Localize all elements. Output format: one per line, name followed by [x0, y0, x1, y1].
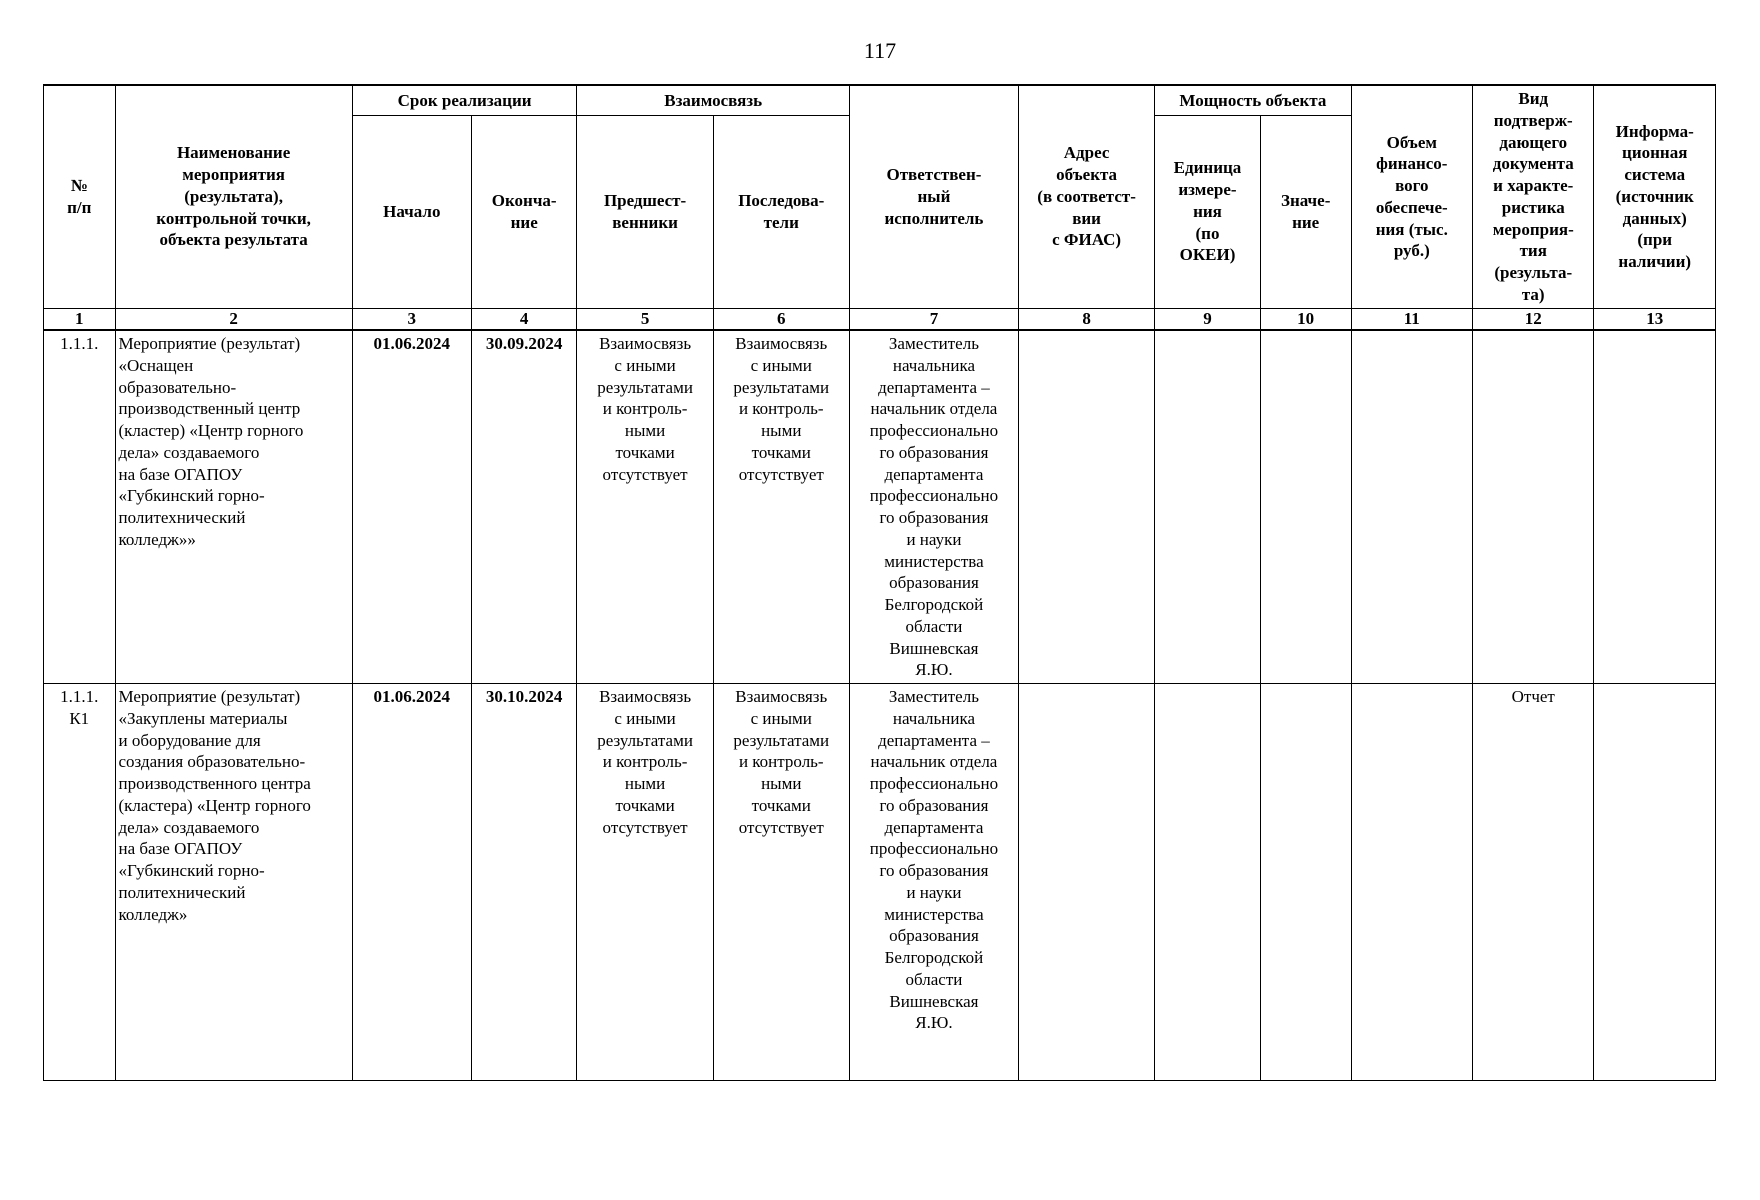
column-number: 13: [1594, 308, 1716, 330]
header-value: Значе- ние: [1260, 115, 1351, 308]
column-number: 9: [1155, 308, 1261, 330]
column-number: 5: [577, 308, 713, 330]
header-address: Адрес объекта (в соответст- вии с ФИАС): [1019, 85, 1155, 308]
unit-cell: [1155, 684, 1261, 1081]
header-capacity-group: Мощность объекта: [1155, 85, 1351, 115]
row-number: 1.1.1. К1: [44, 684, 116, 1081]
successors-cell: Взаимосвязь с иными результатами и контроль- ными точками отсутствует: [713, 330, 849, 684]
column-number: 1: [44, 308, 116, 330]
address-cell: [1019, 684, 1155, 1081]
start-date: 01.06.2024: [352, 684, 471, 1081]
header-num: № п/п: [44, 85, 116, 308]
doc-type-cell: [1473, 330, 1594, 684]
address-cell: [1019, 330, 1155, 684]
doc-type-cell: Отчет: [1473, 684, 1594, 1081]
info-system-cell: [1594, 684, 1716, 1081]
header-executor: Ответствен- ный исполнитель: [849, 85, 1018, 308]
table-row: [44, 330, 1716, 684]
funding-cell: [1351, 684, 1472, 1081]
column-number: 11: [1351, 308, 1472, 330]
header-end: Оконча- ние: [471, 115, 577, 308]
executor-cell: Заместитель начальника департамента – начальник отдела профессионально го образования департамента профессионально го образования и науки министерства образования Белгородской области Вишневская Я.Ю.: [849, 330, 1018, 684]
column-number: 8: [1019, 308, 1155, 330]
predecessors-cell: Взаимосвязь с иными результатами и контроль- ными точками отсутствует: [577, 684, 713, 1081]
activity-name: Мероприятие (результат) «Закуплены материалы и оборудование для создания образовательно- производственного центра (кластера) «Центр горного дела» создаваемого на базе ОГАПОУ «Губкинский горно- политехнический колледж»: [115, 684, 352, 1081]
header-info-system: Информа- ционная система (источник данных) (при наличии): [1594, 85, 1716, 308]
executor-cell: Заместитель начальника департамента – начальник отдела профессионально го образования департамента профессионально го образования и науки министерства образования Белгородской области Вишневская Я.Ю.: [849, 684, 1018, 1081]
column-number: 3: [352, 308, 471, 330]
header-doc-type: Вид подтверж- дающего документа и характе- ристика мероприя- тия (результа- та): [1473, 85, 1594, 308]
start-date: 01.06.2024: [352, 330, 471, 684]
header-start: Начало: [352, 115, 471, 308]
successors-cell: Взаимосвязь с иными результатами и контроль- ными точками отсутствует: [713, 684, 849, 1081]
header-name: Наименование мероприятия (результата), контрольной точки, объекта результата: [115, 85, 352, 308]
header-period-group: Срок реализации: [352, 85, 577, 115]
page-number: 117: [863, 38, 897, 63]
end-date: 30.09.2024: [471, 330, 577, 684]
unit-cell: [1155, 330, 1261, 684]
column-number: 7: [849, 308, 1018, 330]
column-number: 2: [115, 308, 352, 330]
column-number: 6: [713, 308, 849, 330]
value-cell: [1260, 330, 1351, 684]
header-unit: Единица измере- ния (по ОКЕИ): [1155, 115, 1261, 308]
value-cell: [1260, 684, 1351, 1081]
activity-name: Мероприятие (результат) «Оснащен образовательно- производственный центр (кластер) «Центр горного дела» создаваемого на базе ОГАПОУ «Губкинский горно- политехнический колледж»»: [115, 330, 352, 684]
plan-table: [43, 84, 1716, 1081]
column-number-row: [44, 308, 1716, 330]
table-row: [44, 684, 1716, 1081]
header-predecessors: Предшест- венники: [577, 115, 713, 308]
header-relation-group: Взаимосвязь: [577, 85, 849, 115]
header-successors: Последова- тели: [713, 115, 849, 308]
header-funding: Объем финансо- вого обеспече- ния (тыс. руб.): [1351, 85, 1472, 308]
column-number: 10: [1260, 308, 1351, 330]
predecessors-cell: Взаимосвязь с иными результатами и контроль- ными точками отсутствует: [577, 330, 713, 684]
info-system-cell: [1594, 330, 1716, 684]
end-date: 30.10.2024: [471, 684, 577, 1081]
row-number: 1.1.1.: [44, 330, 116, 684]
column-number: 4: [471, 308, 577, 330]
funding-cell: [1351, 330, 1472, 684]
column-number: 12: [1473, 308, 1594, 330]
